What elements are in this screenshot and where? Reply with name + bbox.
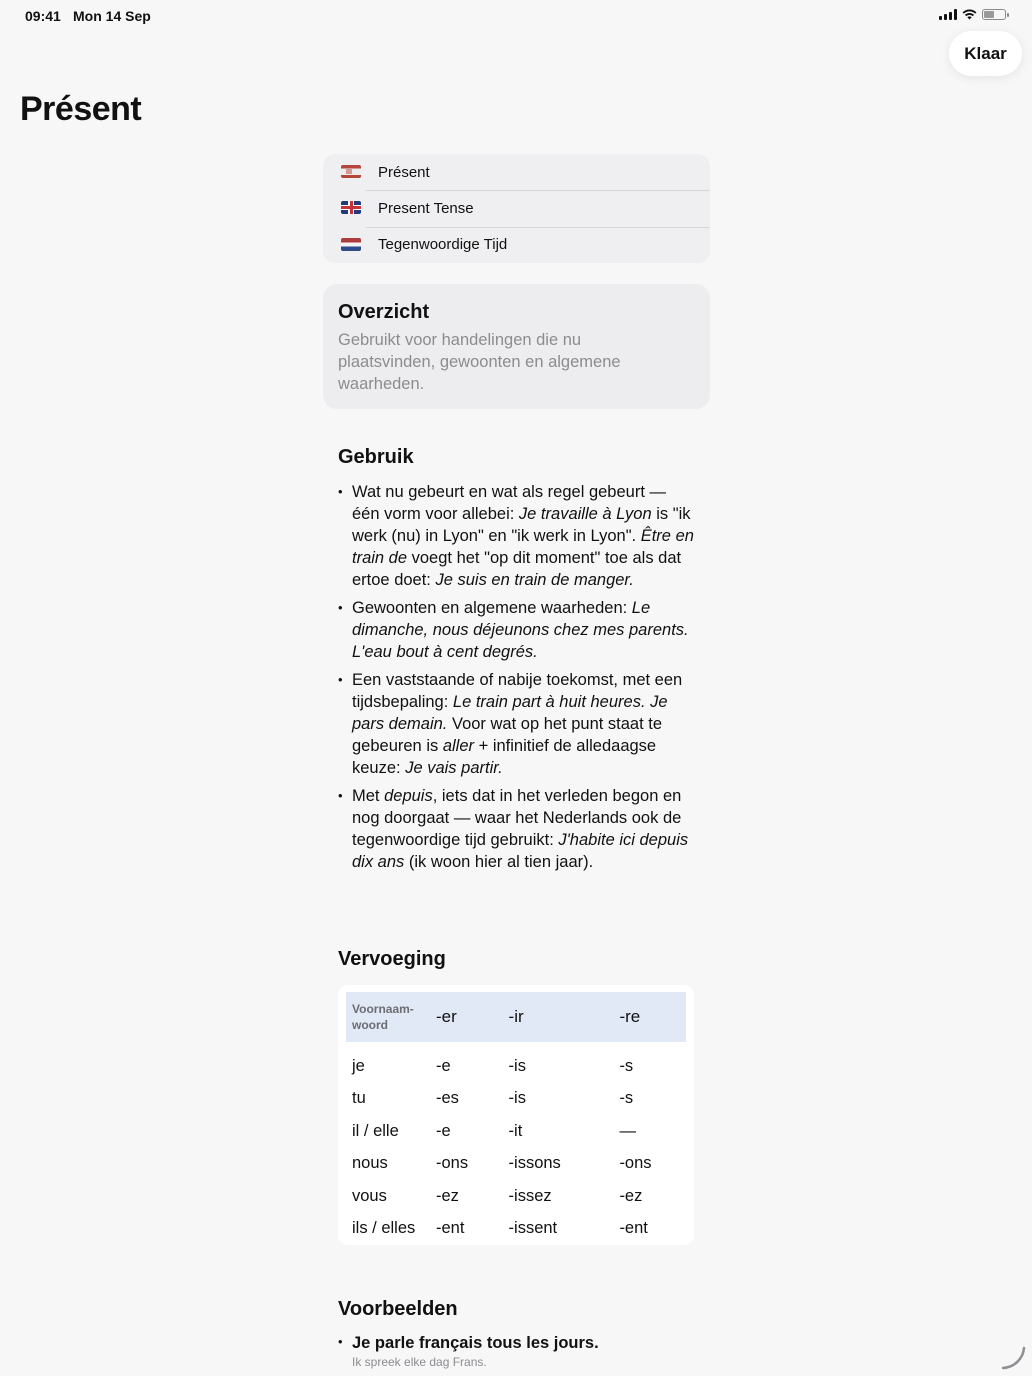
conjugation-heading: Vervoeging bbox=[338, 948, 446, 970]
column-header-pronoun: Voornaam-woord bbox=[346, 992, 430, 1042]
usage-example-text: depuis bbox=[384, 787, 433, 805]
overview-title: Overzicht bbox=[338, 301, 430, 323]
examples-heading: Voorbeelden bbox=[338, 1298, 458, 1320]
example-translation: Ik spreek elke dag Frans. bbox=[352, 1355, 487, 1369]
usage-item bbox=[338, 481, 698, 591]
flag-gb-icon bbox=[341, 201, 361, 214]
table-row bbox=[346, 1180, 686, 1213]
ending-cell: -is bbox=[508, 1056, 526, 1075]
overview-text: Gebruikt voor handelingen die nu plaatsvinden, gewoonten en algemene waarheden. bbox=[338, 331, 621, 393]
ending-cell: -ent bbox=[619, 1219, 648, 1238]
column-header-er: -er bbox=[430, 992, 503, 1042]
example-french: • Je parle français tous les jours. bbox=[352, 1334, 599, 1352]
pronoun-cell: vous bbox=[352, 1186, 387, 1205]
usage-text: Een vaststaande of nabije toekomst, met een tijdsbepaling: bbox=[352, 671, 683, 711]
examples-list bbox=[338, 1332, 698, 1370]
usage-text: , iets dat in het verleden begon en nog doorgaat — waar het Nederlands ook de tegenwoordige tijd gebruikt: bbox=[352, 787, 682, 849]
usage-item bbox=[338, 785, 698, 873]
pronoun-cell: tu bbox=[352, 1089, 366, 1108]
table-row bbox=[346, 1083, 686, 1116]
table-row bbox=[346, 1042, 686, 1083]
usage-text: Wat nu gebeurt en wat als regel gebeurt — één vorm voor allebei: bbox=[352, 483, 666, 523]
usage-example-text: aller bbox=[442, 737, 475, 755]
usage-item bbox=[338, 669, 698, 779]
language-label: Present Tense bbox=[378, 199, 474, 217]
cellular-signal-icon bbox=[939, 9, 957, 20]
ending-cell: -e bbox=[436, 1121, 451, 1140]
flag-nl-icon bbox=[341, 238, 361, 251]
ending-cell: -e bbox=[436, 1056, 451, 1075]
pronoun-cell: ils / elles bbox=[352, 1219, 416, 1238]
usage-example-text: Je vais partir. bbox=[405, 759, 503, 777]
usage-list bbox=[338, 481, 698, 879]
ending-cell: -is bbox=[508, 1089, 526, 1108]
table-row bbox=[346, 1213, 686, 1246]
language-row-french bbox=[323, 154, 710, 190]
usage-text: Voor wat op het punt staat te gebeuren is bbox=[352, 715, 663, 755]
table-header-row bbox=[346, 992, 686, 1042]
ending-cell: -issons bbox=[508, 1154, 561, 1173]
usage-example-text: Je suis en train de manger. bbox=[435, 571, 634, 589]
usage-example-text: Être en train de bbox=[352, 527, 694, 567]
ending-cell: -ez bbox=[619, 1186, 643, 1205]
ending-cell: -es bbox=[436, 1089, 459, 1108]
flag-fr-icon bbox=[341, 165, 361, 178]
status-date: Mon 14 Sep bbox=[73, 8, 151, 24]
language-names-card bbox=[323, 154, 710, 263]
page-title: Présent bbox=[20, 90, 142, 128]
conjugation-rows bbox=[346, 1042, 686, 1245]
language-label: Présent bbox=[378, 163, 430, 181]
status-bar bbox=[0, 0, 1032, 32]
conjugation-card bbox=[338, 985, 694, 1245]
usage-text: Gewoonten en algemene waarheden: bbox=[352, 599, 632, 617]
status-time: 09:41 bbox=[25, 8, 61, 24]
usage-heading: Gebruik bbox=[338, 446, 414, 468]
ending-cell: -s bbox=[619, 1056, 634, 1075]
usage-text: Met bbox=[352, 787, 385, 805]
usage-text: voegt het "op dit moment" toe als dat ertoe doet: bbox=[352, 549, 682, 589]
resize-handle-icon[interactable] bbox=[1000, 1344, 1026, 1370]
language-row-english bbox=[323, 190, 710, 226]
overview-card bbox=[323, 284, 710, 409]
usage-example-text: Le train part à huit heures. Je pars demain. bbox=[352, 693, 668, 733]
column-header-ir: -ir bbox=[503, 992, 614, 1042]
ending-cell: -ons bbox=[619, 1154, 652, 1173]
example-item bbox=[338, 1332, 698, 1370]
usage-example-text: J'habite ici depuis dix ans bbox=[352, 831, 689, 871]
language-label: Tegenwoordige Tijd bbox=[378, 236, 508, 254]
usage-text: (ik woon hier al tien jaar). bbox=[404, 853, 594, 871]
ending-cell: -ons bbox=[436, 1154, 469, 1173]
ending-cell: -issent bbox=[508, 1219, 558, 1238]
usage-text: is "ik werk (nu) in Lyon" en "ik werk in Lyon". bbox=[352, 505, 691, 545]
ending-cell: — bbox=[619, 1121, 636, 1140]
pronoun-cell: je bbox=[352, 1056, 365, 1075]
pronoun-cell: il / elle bbox=[352, 1121, 399, 1140]
ending-cell: -ez bbox=[436, 1186, 459, 1205]
done-button[interactable]: Klaar bbox=[949, 31, 1022, 76]
usage-example-text: Le dimanche, nous déjeunons chez mes parents. L'eau bout à cent degrés. bbox=[352, 599, 689, 661]
pronoun-cell: nous bbox=[352, 1154, 388, 1173]
wifi-icon bbox=[962, 9, 977, 20]
ending-cell: -issez bbox=[508, 1186, 552, 1205]
ending-cell: -ent bbox=[436, 1219, 465, 1238]
ending-cell: -it bbox=[508, 1121, 523, 1140]
language-row-dutch bbox=[323, 227, 710, 263]
ending-cell: -s bbox=[619, 1089, 634, 1108]
table-row bbox=[346, 1148, 686, 1181]
table-row bbox=[346, 1115, 686, 1148]
usage-text: + infinitief de alledaagse keuze: bbox=[352, 737, 657, 777]
battery-charging-icon bbox=[982, 9, 1006, 20]
usage-example-text: Je travaille à Lyon bbox=[518, 505, 652, 523]
column-header-re: -re bbox=[613, 992, 686, 1042]
conjugation-table bbox=[346, 992, 686, 1245]
usage-item bbox=[338, 597, 698, 663]
status-icons bbox=[939, 9, 1006, 20]
